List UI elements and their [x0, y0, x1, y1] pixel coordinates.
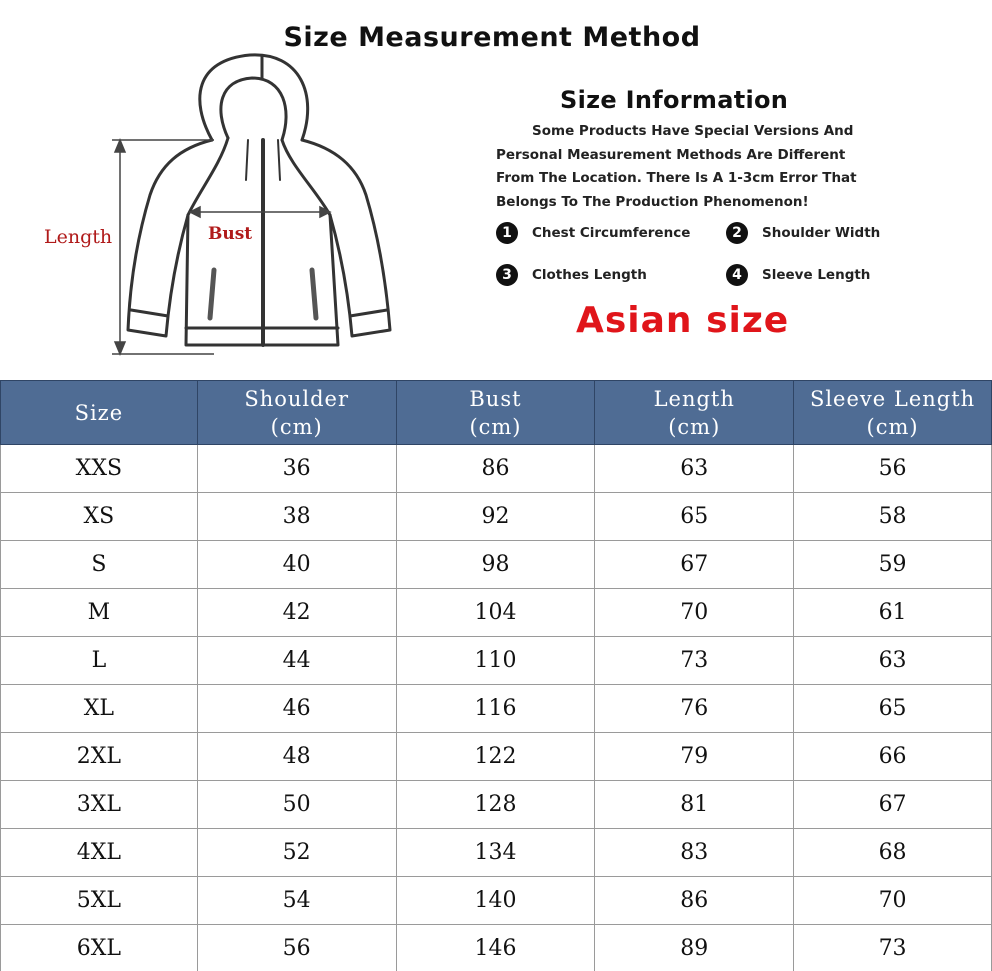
cell-length: 67 — [595, 541, 794, 589]
measurement-guide — [0, 0, 992, 380]
cell-length: 73 — [595, 637, 794, 685]
number-three-icon: 3 — [496, 264, 518, 286]
header-size: Size — [1, 381, 198, 445]
cell-size: XS — [1, 493, 198, 541]
number-two-icon: 2 — [726, 222, 748, 244]
cell-sleeve: 59 — [794, 541, 992, 589]
legend-label: Clothes Length — [532, 267, 647, 283]
cell-sleeve: 66 — [794, 733, 992, 781]
header-bust: Bust (cm) — [396, 381, 595, 445]
cell-shoulder: 42 — [197, 589, 396, 637]
cell-bust: 122 — [396, 733, 595, 781]
cell-size: L — [1, 637, 198, 685]
table-row — [1, 493, 992, 541]
cell-length: 76 — [595, 685, 794, 733]
cell-length: 86 — [595, 877, 794, 925]
cell-shoulder: 38 — [197, 493, 396, 541]
size-information — [492, 86, 912, 214]
size-chart-table — [0, 380, 992, 971]
legend-label: Shoulder Width — [762, 225, 881, 241]
cell-sleeve: 65 — [794, 685, 992, 733]
cell-size: 6XL — [1, 925, 198, 971]
length-label: Length — [44, 226, 113, 248]
cell-shoulder: 54 — [197, 877, 396, 925]
cell-size: 2XL — [1, 733, 198, 781]
legend-label: Chest Circumference — [532, 225, 691, 241]
main-title: Size Measurement Method — [283, 22, 701, 53]
number-one-icon: 1 — [496, 222, 518, 244]
table-row — [1, 781, 992, 829]
cell-sleeve: 73 — [794, 925, 992, 971]
cell-shoulder: 52 — [197, 829, 396, 877]
table-row — [1, 637, 992, 685]
cell-bust: 86 — [396, 445, 595, 493]
table-row — [1, 877, 992, 925]
cell-sleeve: 70 — [794, 877, 992, 925]
header-length: Length (cm) — [595, 381, 794, 445]
cell-shoulder: 36 — [197, 445, 396, 493]
cell-bust: 146 — [396, 925, 595, 971]
table-row — [1, 589, 992, 637]
table-row — [1, 733, 992, 781]
cell-size: XL — [1, 685, 198, 733]
cell-length: 70 — [595, 589, 794, 637]
hoodie-diagram-icon — [40, 46, 420, 366]
cell-length: 65 — [595, 493, 794, 541]
cell-length: 89 — [595, 925, 794, 971]
cell-shoulder: 40 — [197, 541, 396, 589]
cell-bust: 134 — [396, 829, 595, 877]
cell-bust: 116 — [396, 685, 595, 733]
cell-sleeve: 68 — [794, 829, 992, 877]
cell-length: 83 — [595, 829, 794, 877]
cell-size: 5XL — [1, 877, 198, 925]
cell-bust: 92 — [396, 493, 595, 541]
info-title: Size Information — [560, 86, 789, 114]
measurement-legend — [496, 222, 916, 292]
cell-size: 3XL — [1, 781, 198, 829]
cell-bust: 128 — [396, 781, 595, 829]
cell-shoulder: 46 — [197, 685, 396, 733]
legend-label: Sleeve Length — [762, 267, 871, 283]
legend-item — [726, 222, 880, 244]
table-row — [1, 925, 992, 971]
table-header-row — [1, 381, 992, 445]
info-line: From The Location. There Is A 1-3cm Error That — [496, 170, 857, 186]
cell-shoulder: 48 — [197, 733, 396, 781]
header-shoulder: Shoulder (cm) — [197, 381, 396, 445]
cell-bust: 110 — [396, 637, 595, 685]
cell-shoulder: 44 — [197, 637, 396, 685]
cell-sleeve: 58 — [794, 493, 992, 541]
cell-shoulder: 56 — [197, 925, 396, 971]
cell-size: S — [1, 541, 198, 589]
info-line: Belongs To The Production Phenomenon! — [496, 193, 809, 210]
cell-size: M — [1, 589, 198, 637]
cell-length: 79 — [595, 733, 794, 781]
cell-length: 63 — [595, 445, 794, 493]
bust-label: Bust — [208, 224, 253, 244]
info-line: Personal Measurement Methods Are Different — [496, 146, 846, 163]
region-size-label: Asian size — [576, 300, 790, 341]
legend-item — [726, 264, 870, 286]
info-line: Some Products Have Special Versions And — [532, 123, 854, 139]
cell-bust: 140 — [396, 877, 595, 925]
cell-length: 81 — [595, 781, 794, 829]
cell-sleeve: 56 — [794, 445, 992, 493]
header-sleeve-length: Sleeve Length (cm) — [794, 381, 992, 445]
cell-size: 4XL — [1, 829, 198, 877]
info-text — [492, 120, 912, 214]
cell-sleeve: 63 — [794, 637, 992, 685]
cell-shoulder: 50 — [197, 781, 396, 829]
cell-bust: 104 — [396, 589, 595, 637]
cell-bust: 98 — [396, 541, 595, 589]
table-row — [1, 445, 992, 493]
legend-item — [496, 222, 690, 244]
table-row — [1, 829, 992, 877]
table-row — [1, 685, 992, 733]
legend-item — [496, 264, 647, 286]
cell-size: XXS — [1, 445, 198, 493]
table-row — [1, 541, 992, 589]
number-four-icon: 4 — [726, 264, 748, 286]
cell-sleeve: 67 — [794, 781, 992, 829]
cell-sleeve: 61 — [794, 589, 992, 637]
